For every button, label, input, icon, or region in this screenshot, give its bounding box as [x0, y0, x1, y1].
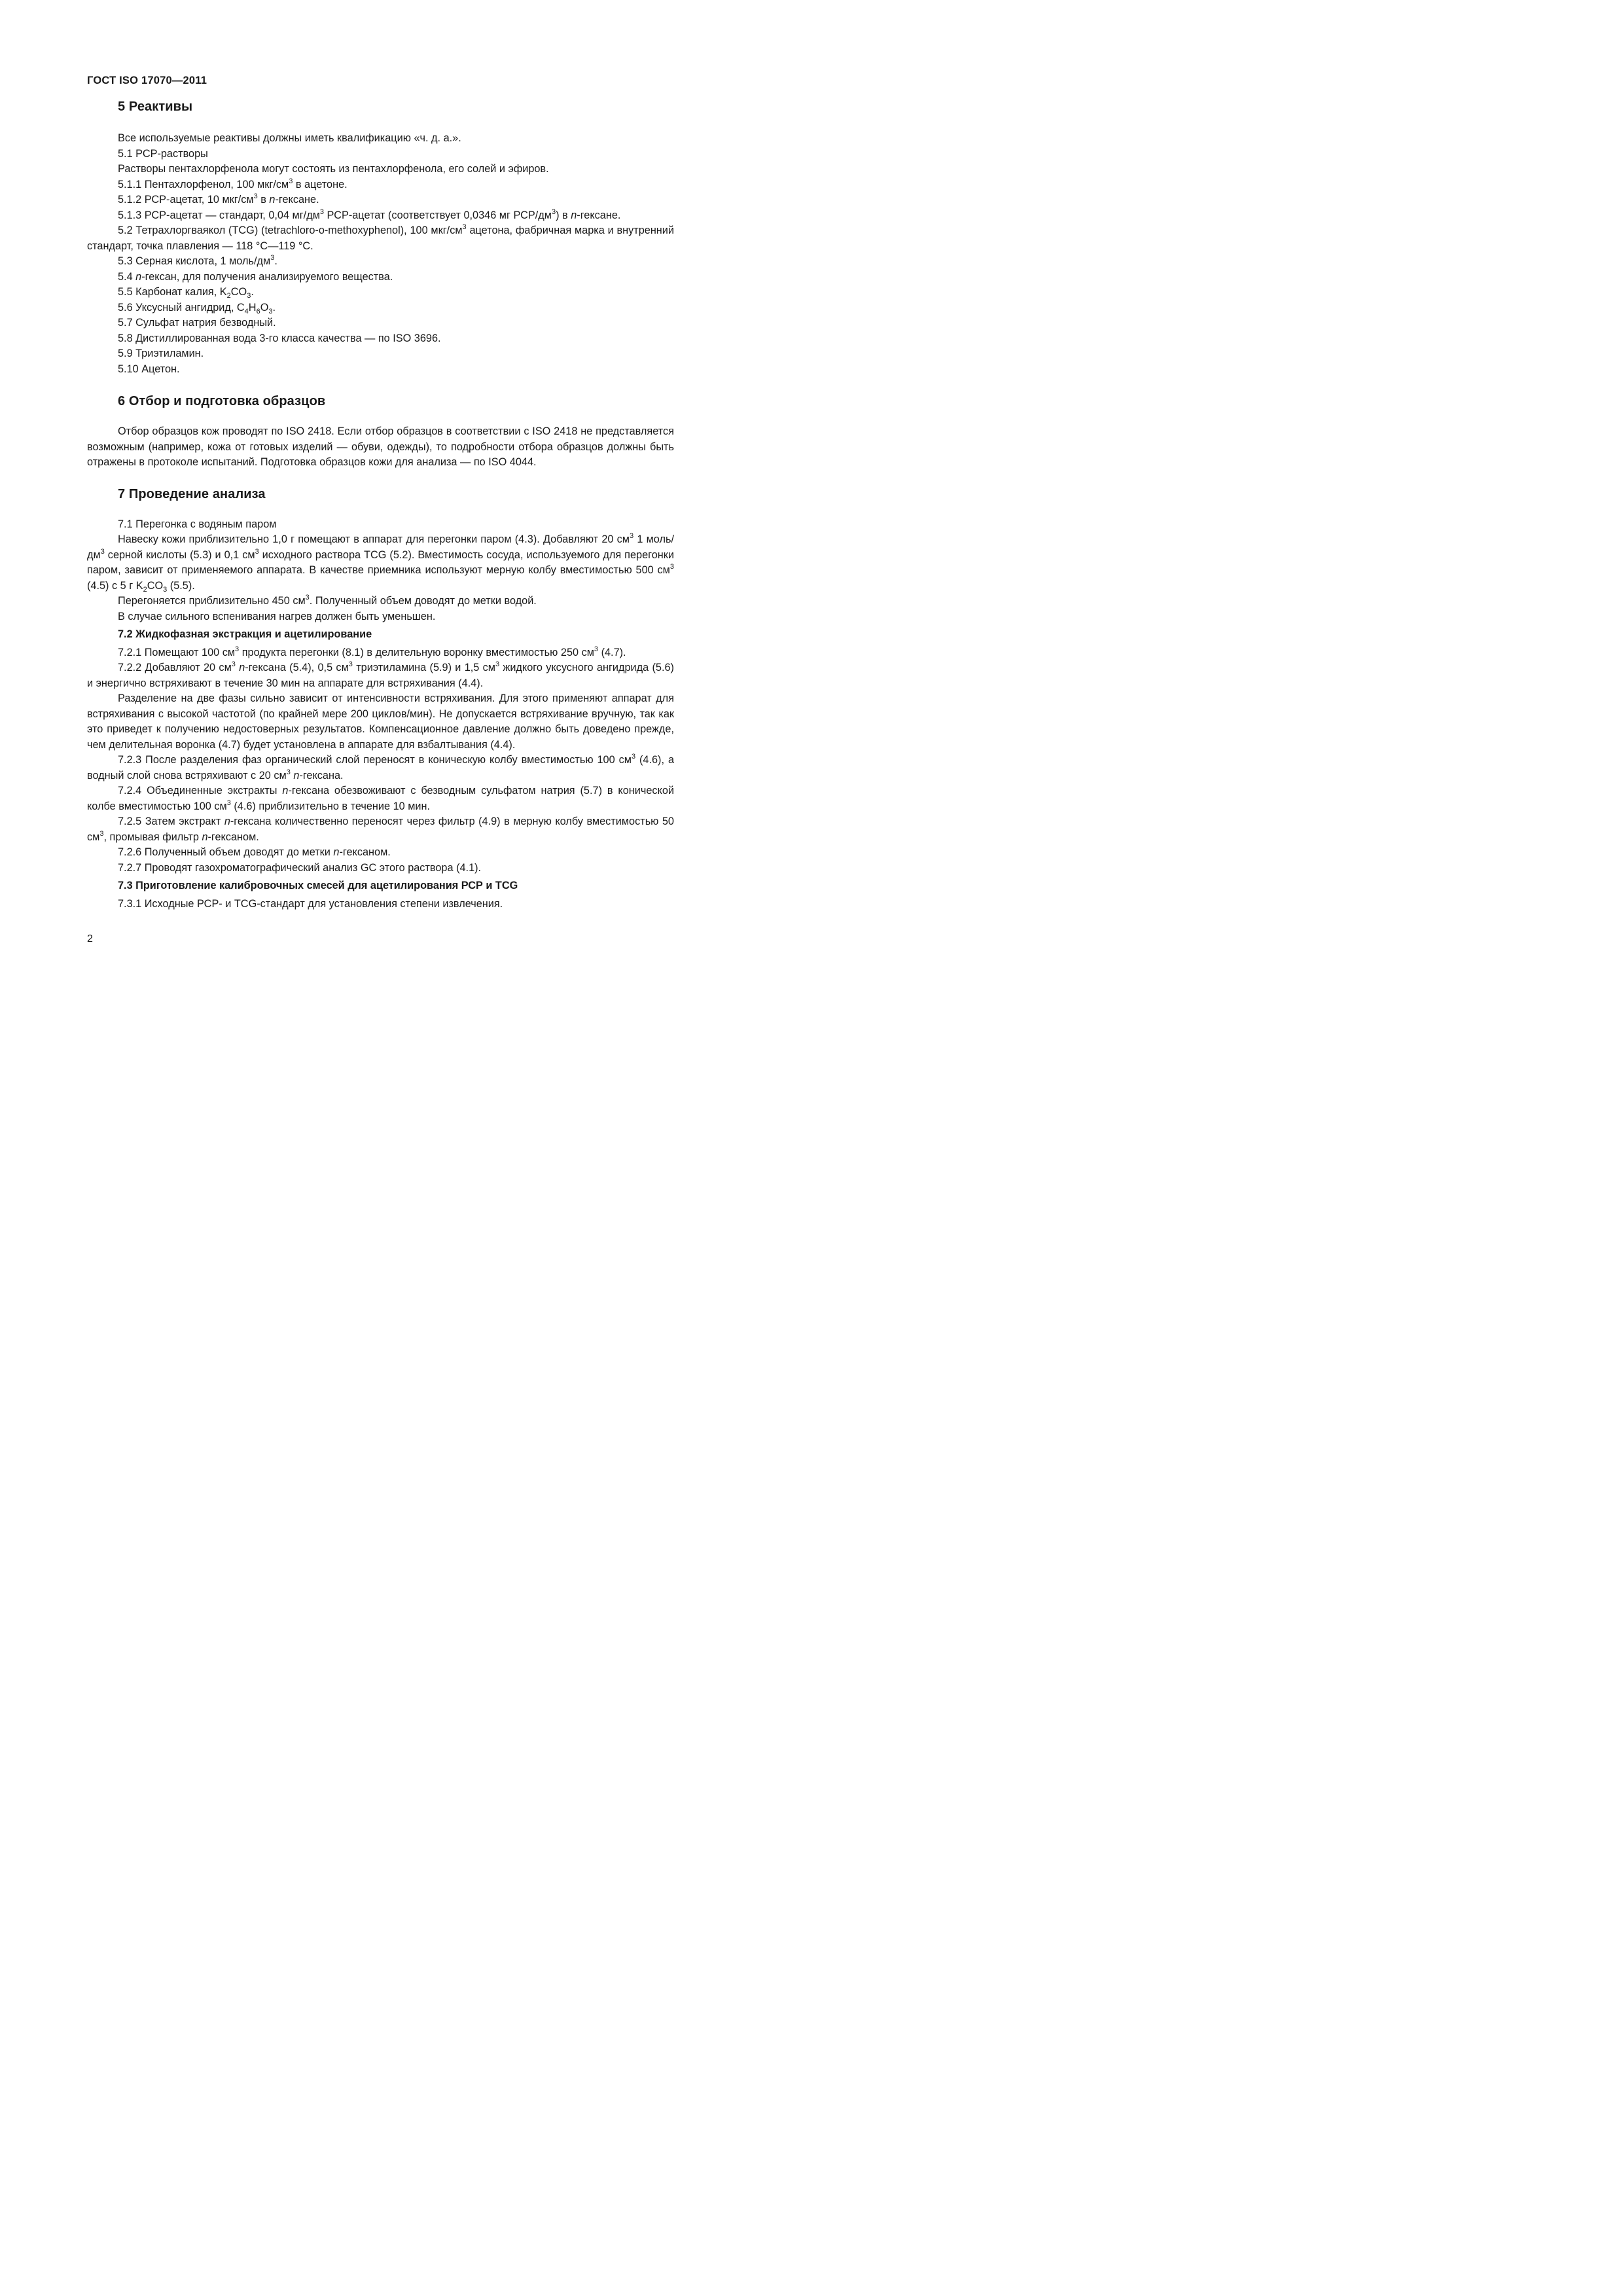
clause-5-6: 5.6 Уксусный ангидрид, $C_4H_6O_3$.: [118, 301, 276, 315]
page-number: 2: [87, 933, 93, 944]
section-6-text: Отбор образцов кож проводят по ISO 2418. Если отбор образцов в соответствии с ISO 2418 не представляется возможным (например, кожа от готовых изделий — обуви, одежды), то подробности отбора образцов должны быть отражены в протоколе испытаний. Подготовка образцов кожи для анализа — по ISO 4044.: [87, 425, 674, 468]
clause-5-1-1: 5.1.1 Пентахлорфенол, 100 мкг/$см^3$ в ацетоне.: [118, 177, 348, 190]
clause-7-1-para3: В случае сильного вспенивания нагрев должен быть уменьшен.: [118, 610, 436, 622]
clause-7-2-2-para2: Разделение на две фазы сильно зависит от интенсивности встряхивания. Для этого применяют аппарат для встряхивания с высокой частотой (по крайней мере 200 циклов/мин). Не допускается встряхивание вручную, так как это приведет к получению недостоверных результатов. Компенсационное давление должно быть доведено прежде, чем делительная воронка (4.7) будет установлена в аппарате для взбалтывания (4.4).: [87, 692, 674, 751]
clause-5-8: 5.8 Дистиллированная вода 3-го класса качества — по ISO 3696.: [118, 332, 441, 344]
clause-5-1-2: 5.1.2 РСР-ацетат, 10 мкг/$см^3$ в n-гексане.: [118, 192, 319, 206]
clause-7-2-heading: 7.2 Жидкофазная экстракция и ацетилирование: [118, 628, 372, 640]
clause-7-2-1: 7.2.1 Помещают 100 $см^3$ продукта перегонки (8.1) в делительную воронку вместимостью 250 $см^3$ (4.7).: [118, 645, 626, 658]
clause-7-3-heading: 7.3 Приготовление калибровочных смесей для ацетилирования РСР и TCG: [118, 880, 518, 891]
clause-5-4: 5.4 n-гексан, для получения анализируемого вещества.: [118, 270, 393, 283]
section-5-intro: Все используемые реактивы должны иметь квалификацию «ч. д. а.».: [118, 132, 461, 144]
clause-7-2-2: 7.2.2 Добавляют 20 $см^3$ n-гексана (5.4), 0,5 $см^3$ триэтиламина (5.9) и 1,5 $см^3$ жидкого уксусного ангидрида (5.6) и энергично встряхивают в течение 30 мин на аппарате для встряхивания (4.4).: [87, 660, 674, 689]
section-5-heading: 5 Реактивы: [118, 99, 193, 114]
document-code: ГОСТ ISO 17070—2011: [87, 75, 207, 86]
page-content: [87, 98, 674, 912]
clause-5-1: 5.1 РСР-растворы: [118, 147, 208, 160]
document-page: [0, 0, 722, 1022]
clause-5-1-3: 5.1.3 РСР-ацетат — стандарт, 0,04 $мг/дм^3$ РСР-ацетат (соответствует 0,0346 мг РСР/$дм^3$) в n-гексане.: [118, 207, 621, 221]
clause-5-5: 5.5 Карбонат калия, $K_2CO_3$.: [118, 286, 254, 300]
section-6-heading: 6 Отбор и подготовка образцов: [118, 394, 326, 408]
clause-7-2-3: 7.2.3 После разделения фаз органический слой переносят в коническую колбу вместимостью 100 $см^3$ (4.6), а водный слой снова встряхивают с 20 $см^3$ n-гексана.: [87, 753, 675, 781]
clause-7-2-6: 7.2.6 Полученный объем доводят до метки n-гексаном.: [118, 846, 391, 858]
clause-7-2-7: 7.2.7 Проводят газохроматографический анализ GC этого раствора (4.1).: [118, 861, 482, 874]
clause-7-2-5: 7.2.5 Затем экстракт n-гексана количественно переносят через фильтр (4.9) в мерную колбу вместимостью 50 $см^3$, промывая фильтр n-гексаном.: [87, 816, 674, 843]
clause-7-1-para2: Перегоняется приблизительно 450 $см^3$. Полученный объем доводят до метки водой.: [118, 594, 537, 607]
clause-5-3: 5.3 Серная кислота, 1 моль/$дм^3$.: [118, 254, 277, 267]
clause-7-1-text: Навеску кожи приблизительно 1,0 г помещают в аппарат для перегонки паром (4.3). Добавляют 20 $см^3$ 1 моль/$дм^3$ серной кислоты (5.3) и 0,1 $см^3$ исходного раствора TCG (5.2). Вместимость сосуда, используемого для перегонки паром, зависит от применяемого аппарата. В качестве приемника используют мерную колбу вместимостью 500 $см^3$ (4.5) с 5 г $K_2CO_3$ (5.5).: [87, 532, 675, 594]
clause-5-7: 5.7 Сульфат натрия безводный.: [118, 317, 276, 329]
clause-7-3-1: 7.3.1 Исходные РСР- и TCG-стандарт для установления степени извлечения.: [118, 897, 503, 910]
clause-5-9: 5.9 Триэтиламин.: [118, 348, 204, 359]
clause-7-2-4: 7.2.4 Объединенные экстракты n-гексана обезвоживают с безводным сульфатом натрия (5.7) в конической колбе вместимостью 100 $см^3$ (4.6) приблизительно в течение 10 мин.: [87, 785, 674, 812]
clause-7-1: 7.1 Перегонка с водяным паром: [118, 518, 277, 530]
clause-5-10: 5.10 Ацетон.: [118, 363, 180, 375]
clause-5-1-text: Растворы пентахлорфенола могут состоять из пентахлорфенола, его солей и эфиров.: [118, 163, 549, 175]
clause-5-2: 5.2 Тетрахлоргваякол (TCG) (tetrachloro-o-methoxyphenol), 100 мкг/$см^3$ ацетона, фабричная марка и внутренний стандарт, точка плавления — 118 °С—119 °С.: [87, 223, 674, 252]
section-7-heading: 7 Проведение анализа: [118, 486, 266, 501]
